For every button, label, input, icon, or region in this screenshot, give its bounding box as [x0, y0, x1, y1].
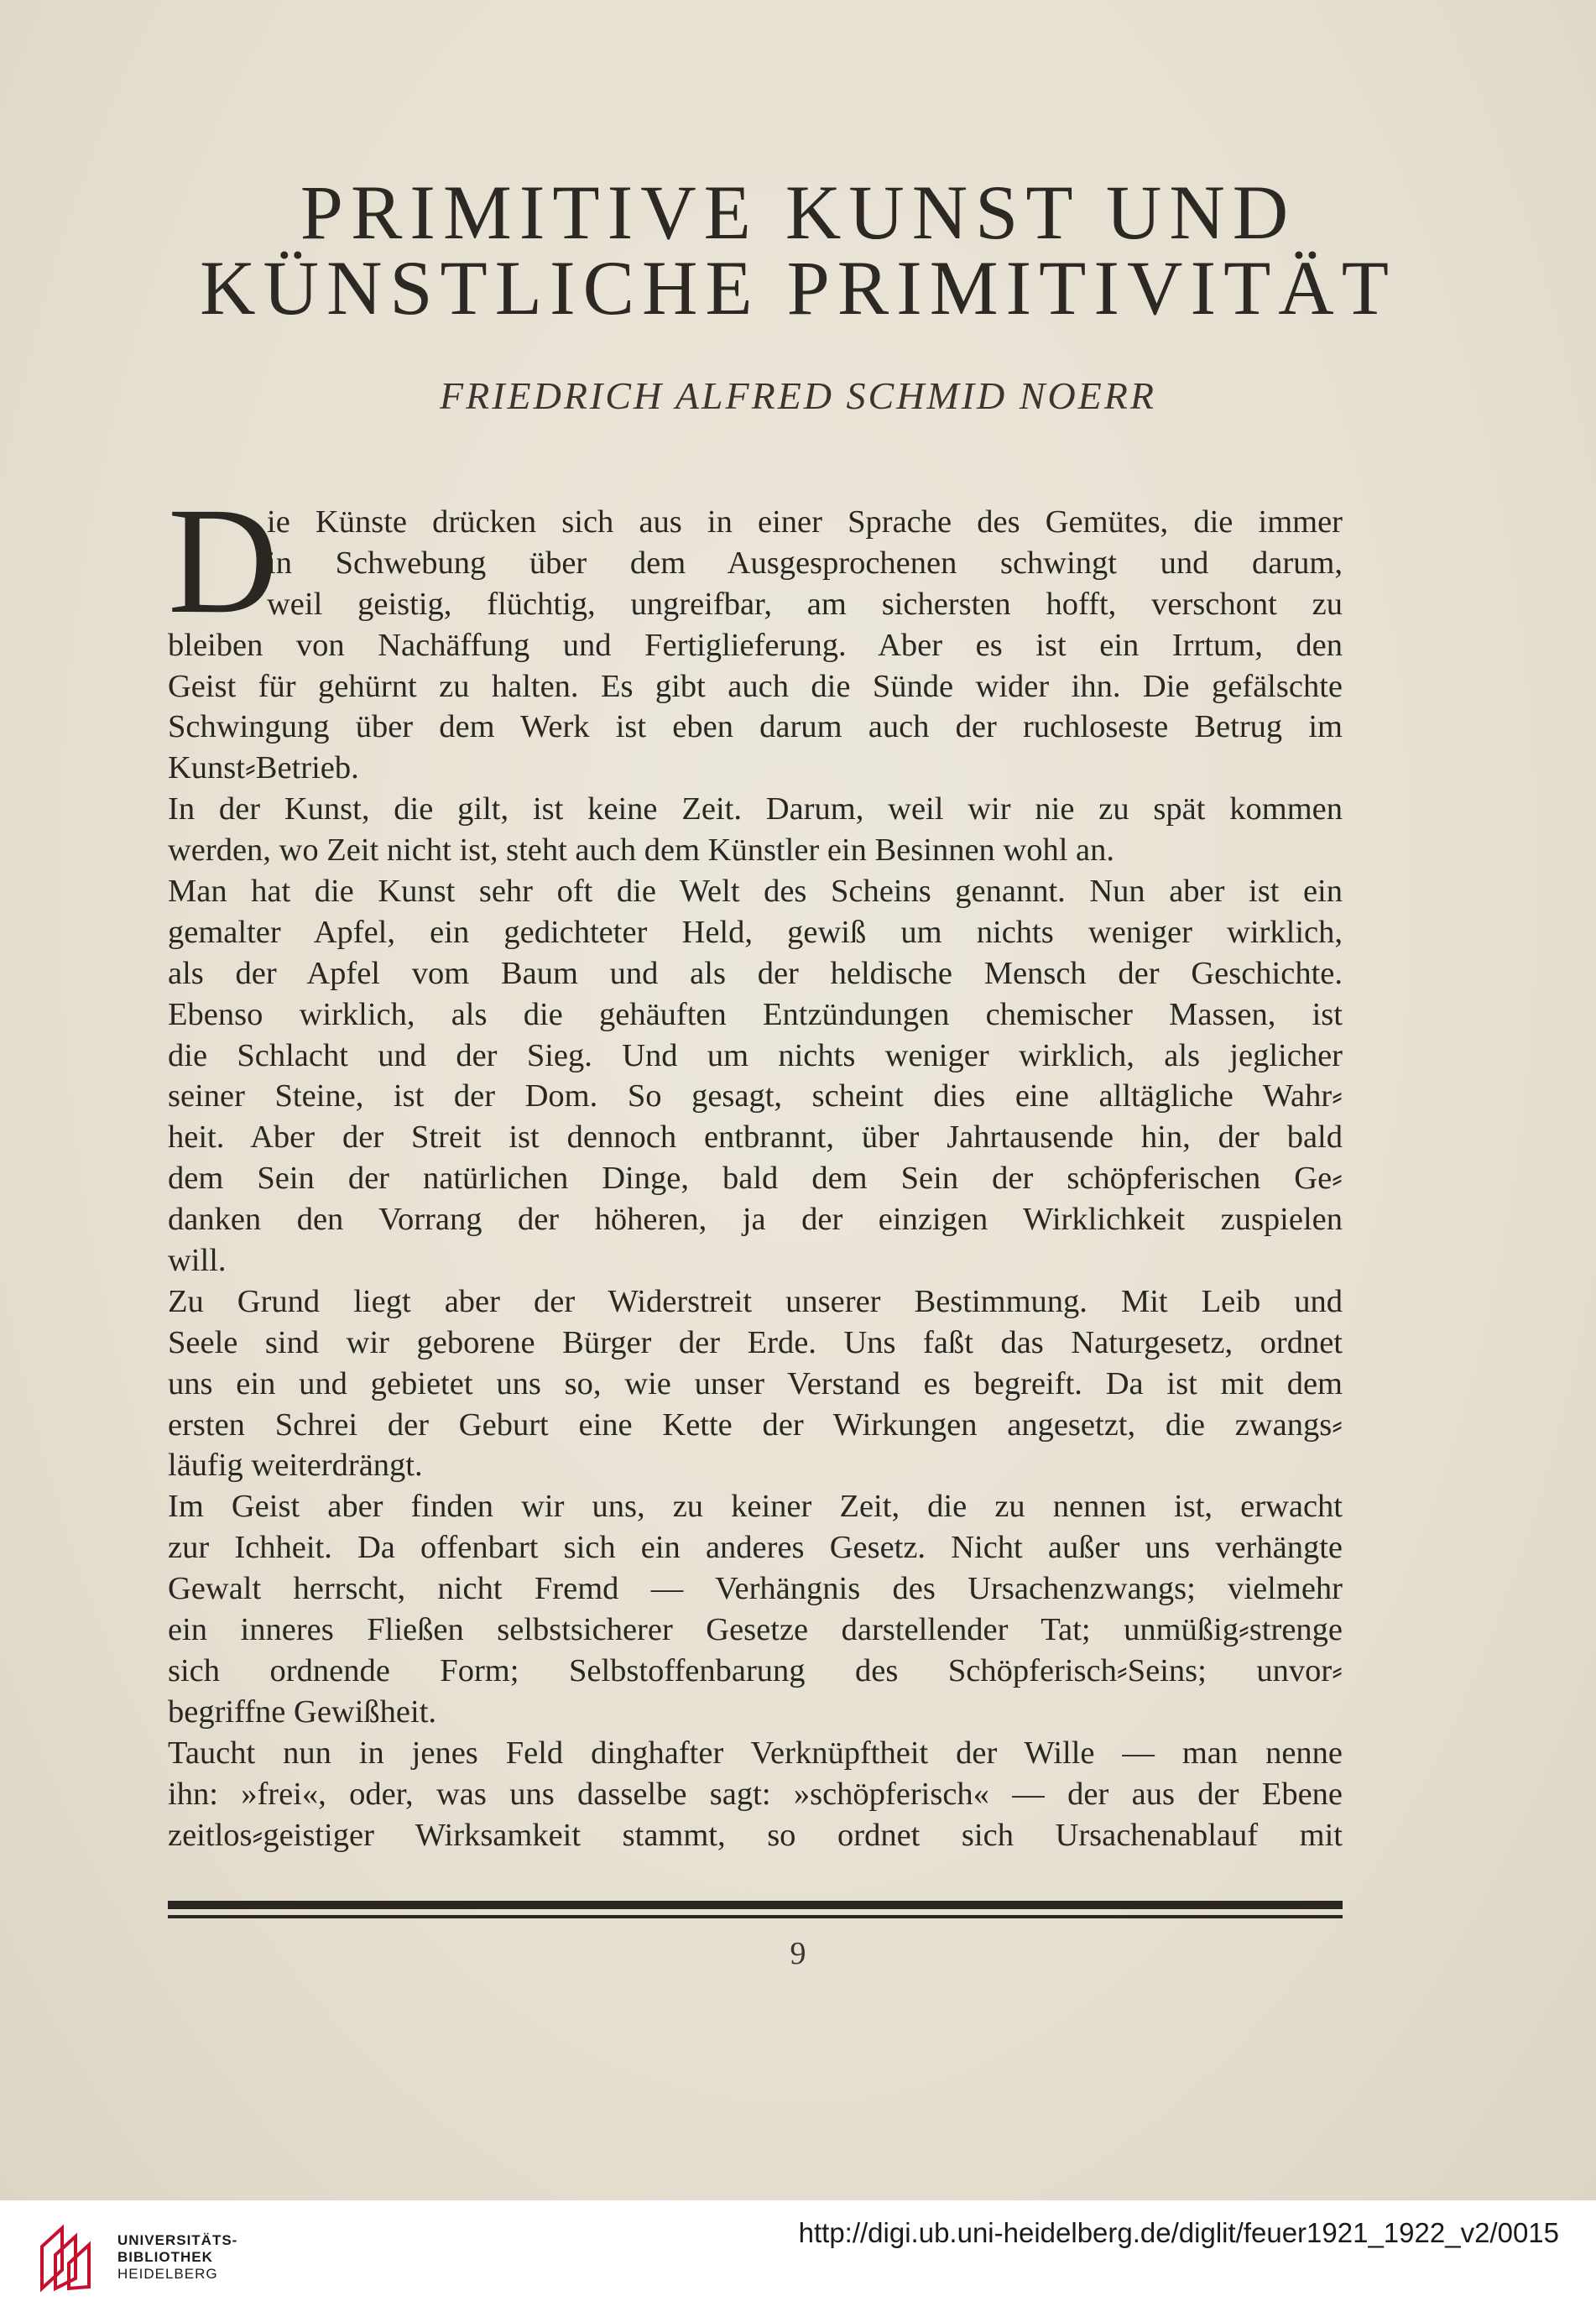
body-line: ihn: »frei«, oder, was uns dasselbe sagt: »schöpferisch« — der aus der Ebene [168, 1776, 1343, 1812]
body-line: in Schwebung über dem Ausgesprochenen schwingt und darum, [267, 545, 1343, 581]
body-line: Gewalt herrscht, nicht Fremd — Verhängnis des Ursachenzwangs; vielmehr [168, 1571, 1343, 1607]
library-logo-icon [37, 2221, 102, 2294]
body-line: Kunst⸗Betrieb. [168, 750, 359, 786]
article-body [168, 502, 1343, 1855]
library-name-line-3: HEIDELBERG [117, 2266, 218, 2282]
article-author: FRIEDRICH ALFRED SCHMID NOERR [440, 374, 1156, 417]
body-line: will. [168, 1243, 227, 1279]
footer-rule-thick [168, 1901, 1343, 1909]
body-line: seiner Steine, ist der Dom. So gesagt, scheint dies eine alltägliche Wahr⸗ [168, 1078, 1343, 1114]
body-line: die Schlacht und der Sieg. Und um nichts weniger wirklich, als jeglicher [168, 1037, 1343, 1073]
body-line: Geist für gehürnt zu halten. Es gibt auch die Sünde wider ihn. Die gefälschte [168, 668, 1343, 704]
body-line: bleiben von Nachäffung und Fertiglieferung. Aber es ist ein Irrtum, den [168, 627, 1343, 663]
body-line: zeitlos⸗geistiger Wirksamkeit stammt, so ordnet sich Ursachenablauf mit [168, 1817, 1343, 1853]
library-name-line-1: UNIVERSITÄTS- [117, 2232, 238, 2248]
body-line: gemalter Apfel, ein gedichteter Held, gewiß um nichts weniger wirklich, [168, 914, 1343, 950]
body-line: Schwingung über dem Werk ist eben darum auch der ruchloseste Betrug im [168, 709, 1343, 745]
library-name-line-2: BIBLIOTHEK [117, 2249, 213, 2265]
body-line: ersten Schrei der Geburt eine Kette der Wirkungen angesetzt, die zwangs⸗ [168, 1406, 1343, 1443]
drop-cap: D [168, 477, 279, 645]
body-line: werden, wo Zeit nicht ist, steht auch dem Künstler ein Besinnen wohl an. [168, 832, 1115, 869]
body-line: Im Geist aber finden wir uns, zu keiner Zeit, die zu nennen ist, erwacht [168, 1489, 1343, 1525]
article-title-line-2: KÜNSTLICHE PRIMITIVITÄT [200, 245, 1396, 331]
body-line: Man hat die Kunst sehr oft die Welt des Scheins genannt. Nun aber ist ein [168, 874, 1343, 910]
body-line: weil geistig, flüchtig, ungreifbar, am sichersten hofft, verschont zu [267, 586, 1343, 622]
body-line: begriffne Gewißheit. [168, 1693, 437, 1730]
source-url-link[interactable]: http://digi.ub.uni-heidelberg.de/diglit/feuer1921_1922_v2/0015 [798, 2217, 1559, 2248]
body-line: sich ordnende Form; Selbstoffenbarung des Schöpferisch⸗Seins; unvor⸗ [168, 1652, 1343, 1688]
body-line: Zu Grund liegt aber der Widerstreit unserer Bestimmung. Mit Leib und [168, 1283, 1343, 1319]
body-line: In der Kunst, die gilt, ist keine Zeit. Darum, weil wir nie zu spät kommen [168, 791, 1343, 827]
page-number: 9 [790, 1936, 806, 1971]
body-line: Seele sind wir geborene Bürger der Erde. Uns faßt das Naturgesetz, ordnet [168, 1324, 1343, 1360]
body-line: Ebenso wirklich, als die gehäuften Entzündungen chemischer Massen, ist [168, 996, 1343, 1032]
body-line: dem Sein der natürlichen Dinge, bald dem Sein der schöpferischen Ge⸗ [168, 1161, 1343, 1197]
library-name [117, 2232, 237, 2283]
article-title-line-1: PRIMITIVE KUNST UND [300, 170, 1296, 255]
body-line: Taucht nun in jenes Feld dinghafter Verknüpftheit der Wille — man nenne [168, 1735, 1343, 1771]
body-line: läufig weiterdrängt. [168, 1448, 423, 1484]
body-line: danken den Vorrang der höheren, ja der einzigen Wirklichkeit zuspielen [168, 1202, 1343, 1238]
body-line: ein inneres Fließen selbstsicherer Gesetze darstellender Tat; unmüßig⸗strenge [168, 1612, 1343, 1648]
body-line: uns ein und gebietet uns so, wie unser Verstand es begreift. Da ist mit dem [168, 1365, 1343, 1401]
footer-rule-thin [168, 1915, 1343, 1918]
body-line: heit. Aber der Streit ist dennoch entbrannt, über Jahrtausende hin, der bald [168, 1119, 1343, 1156]
body-line: zur Ichheit. Da offenbart sich ein anderes Gesetz. Nicht außer uns verhängte [168, 1530, 1343, 1566]
body-line: ie Künste drücken sich aus in einer Sprache des Gemütes, die immer [267, 504, 1343, 540]
body-line: als der Apfel vom Baum und als der heldische Mensch der Geschichte. [168, 955, 1343, 991]
